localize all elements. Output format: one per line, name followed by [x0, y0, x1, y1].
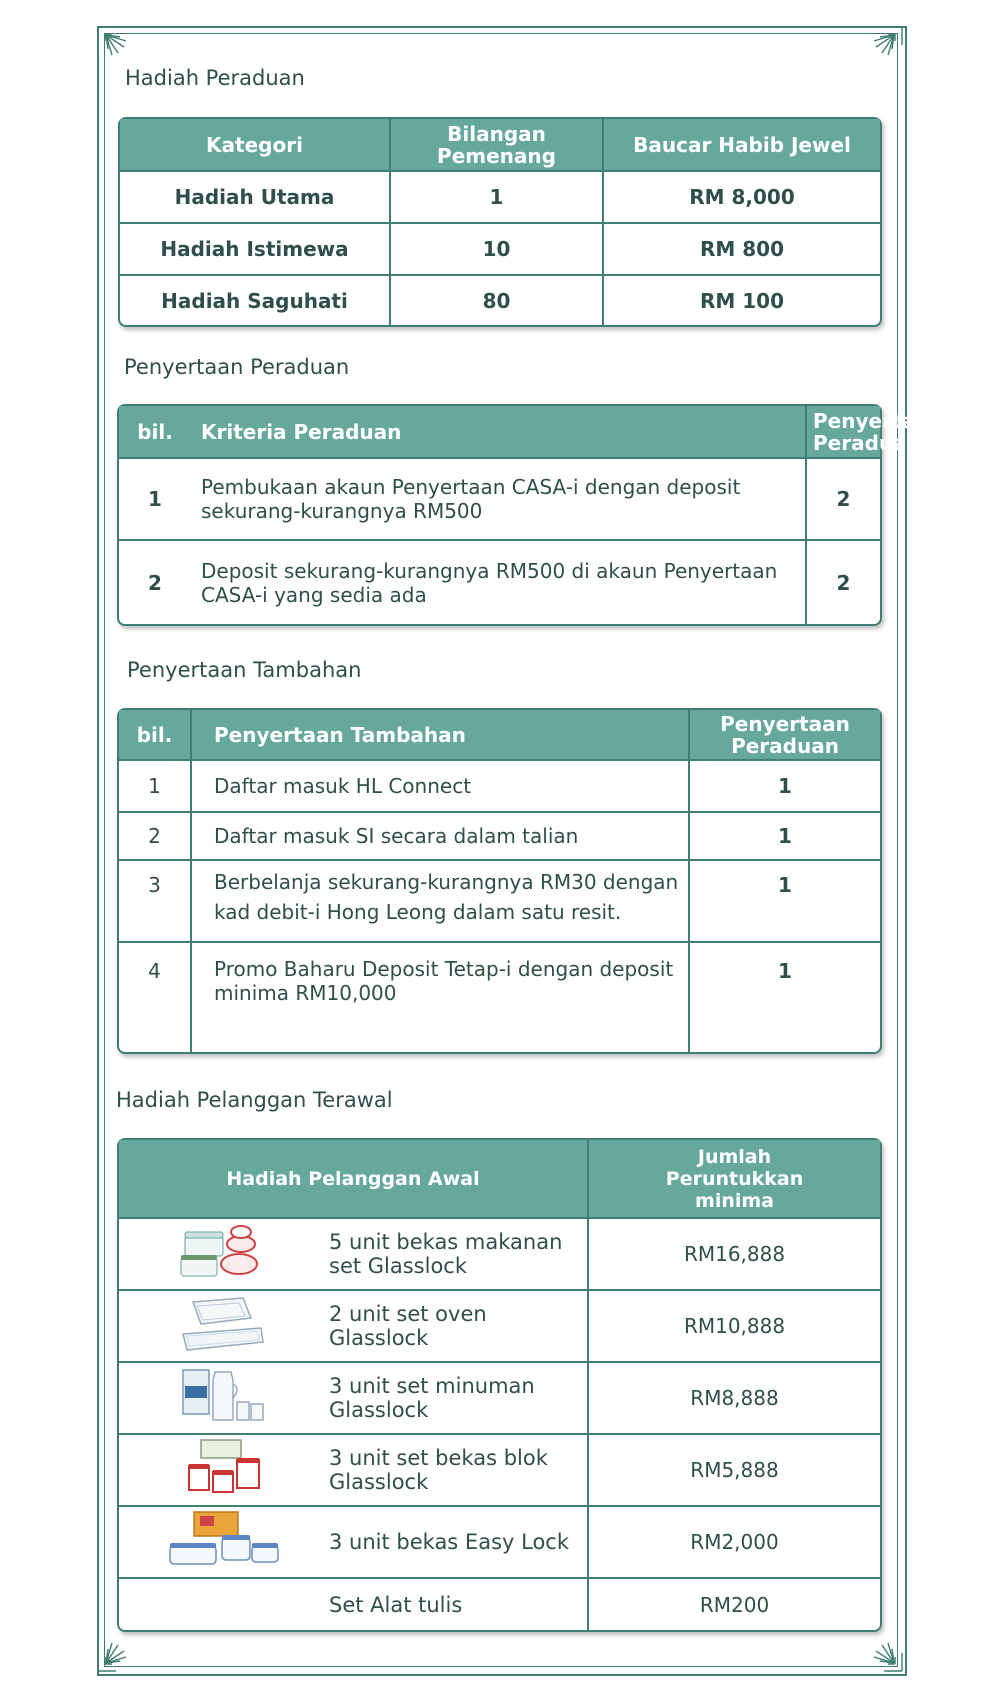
product-image-cell [119, 1506, 329, 1578]
column-header: Baucar Habib Jewel [603, 119, 880, 171]
table-row [120, 275, 880, 325]
column-header: Bilangan Pemenang [390, 119, 603, 171]
table-row [120, 171, 880, 223]
table-cell: 1 [689, 812, 880, 860]
table-cell: Hadiah Saguhati [120, 275, 390, 325]
prize-table [118, 117, 882, 327]
table-cell: RM 100 [699, 288, 784, 313]
table-row [119, 1434, 880, 1506]
table-cell: 1 [119, 458, 191, 540]
column-header: Kategori [120, 119, 390, 171]
table-row [119, 1506, 880, 1578]
section-title-penyertaan-tambahan: Penyertaan Tambahan [127, 658, 362, 682]
table-header-row [119, 1140, 880, 1218]
table-cell: Promo Baharu Deposit Tetap-i dengan deposit minima RM10,000 [191, 942, 689, 1052]
block-container-set-image [179, 1438, 269, 1502]
amount-cell: RM16,888 [588, 1218, 880, 1290]
table-cell: Deposit sekurang-kurangnya RM500 di akaun Penyertaan CASA-i yang sedia ada [191, 540, 806, 624]
table-cell: 2 [119, 812, 191, 860]
product-name: 3 unit set bekas blok Glasslock [329, 1434, 588, 1506]
product-name: 3 unit set minuman Glasslock [329, 1362, 588, 1434]
table-row [119, 1578, 880, 1630]
table-cell: 2 [148, 570, 162, 595]
table-cell: 1 [390, 171, 603, 223]
amount-cell: RM5,888 [588, 1434, 880, 1506]
column-header: Hadiah Pelanggan Awal [119, 1140, 588, 1218]
table-cell: 2 [836, 570, 851, 595]
table-cell: 2 [806, 458, 880, 540]
column-header: bil. [119, 406, 191, 458]
column-header: Jumlah Peruntukkan minima [588, 1140, 880, 1218]
product-image-cell [119, 1434, 329, 1506]
table-row [119, 540, 880, 624]
table-row [119, 942, 880, 1052]
criteria-table [117, 404, 943, 626]
column-header: Kriteria Peraduan [191, 406, 806, 458]
table-cell: RM 8,000 [603, 171, 880, 223]
product-name: 3 unit bekas Easy Lock [329, 1506, 588, 1578]
amount-cell: RM10,888 [588, 1290, 880, 1362]
table-cell: Berbelanja sekurang-kurangnya RM30 dengan kad debit-i Hong Leong dalam satu resit. [191, 860, 689, 942]
product-name: Set Alat tulis [329, 1578, 588, 1630]
table-row [119, 812, 880, 860]
table-cell: RM 800 [603, 223, 880, 275]
product-image-cell [119, 1290, 329, 1362]
corner-ornament-icon [96, 25, 142, 71]
table-cell: 10 [390, 223, 603, 275]
amount-cell: RM2,000 [588, 1506, 880, 1578]
amount-cell: RM200 [699, 1592, 770, 1617]
section-title-penyertaan-peraduan: Penyertaan Peraduan [124, 355, 350, 379]
table-row [119, 1218, 880, 1290]
column-header: Penyertaan Peraduan [806, 406, 880, 458]
section-title-hadiah-peraduan: Hadiah Peraduan [125, 66, 305, 90]
easy-lock-set-image [164, 1510, 284, 1574]
table-cell: 4 [119, 942, 191, 1052]
table-cell: Daftar masuk HL Connect [191, 760, 689, 812]
table-cell: Pembukaan akaun Penyertaan CASA-i dengan deposit sekurang-kurangnya RM500 [191, 458, 806, 540]
table-cell: 80 [390, 275, 603, 325]
table-cell: 1 [119, 760, 191, 812]
table-row [119, 1290, 880, 1362]
table-row [120, 223, 880, 275]
corner-ornament-icon [858, 25, 904, 71]
corner-ornament-icon [96, 1627, 142, 1673]
column-header: Penyertaan Peraduan [689, 710, 880, 760]
product-image-cell [119, 1362, 329, 1434]
table-cell: Hadiah Utama [120, 171, 390, 223]
food-container-set-image [179, 1222, 269, 1286]
table-header-row [119, 710, 880, 760]
table-cell: 1 [689, 860, 880, 942]
column-header: Penyertaan Tambahan [191, 710, 689, 760]
table-row [119, 1362, 880, 1434]
oven-set-image [179, 1294, 269, 1358]
table-cell: Daftar masuk SI secara dalam talian [191, 812, 689, 860]
column-header: bil. [119, 710, 191, 760]
table-cell: 1 [689, 760, 880, 812]
corner-ornament-icon [858, 1627, 904, 1673]
table-cell: Hadiah Istimewa [120, 223, 390, 275]
table-header-row [120, 119, 880, 171]
table-row [119, 458, 880, 540]
amount-cell: RM8,888 [588, 1362, 880, 1434]
table-header-row [119, 406, 880, 458]
product-image-cell [119, 1218, 329, 1290]
product-name: 5 unit bekas makanan set Glasslock [329, 1218, 588, 1290]
table-row [119, 860, 880, 942]
section-title-hadiah-pelanggan-terawal: Hadiah Pelanggan Terawal [116, 1088, 393, 1112]
table-cell: 3 [119, 860, 191, 942]
table-row [119, 760, 880, 812]
additional-entries-table [117, 708, 882, 1054]
early-customer-prize-table [117, 1138, 882, 1632]
table-cell: 1 [778, 959, 792, 983]
drink-set-image [179, 1366, 269, 1430]
product-name: 2 unit set oven Glasslock [329, 1290, 588, 1362]
product-image-cell [119, 1578, 329, 1630]
